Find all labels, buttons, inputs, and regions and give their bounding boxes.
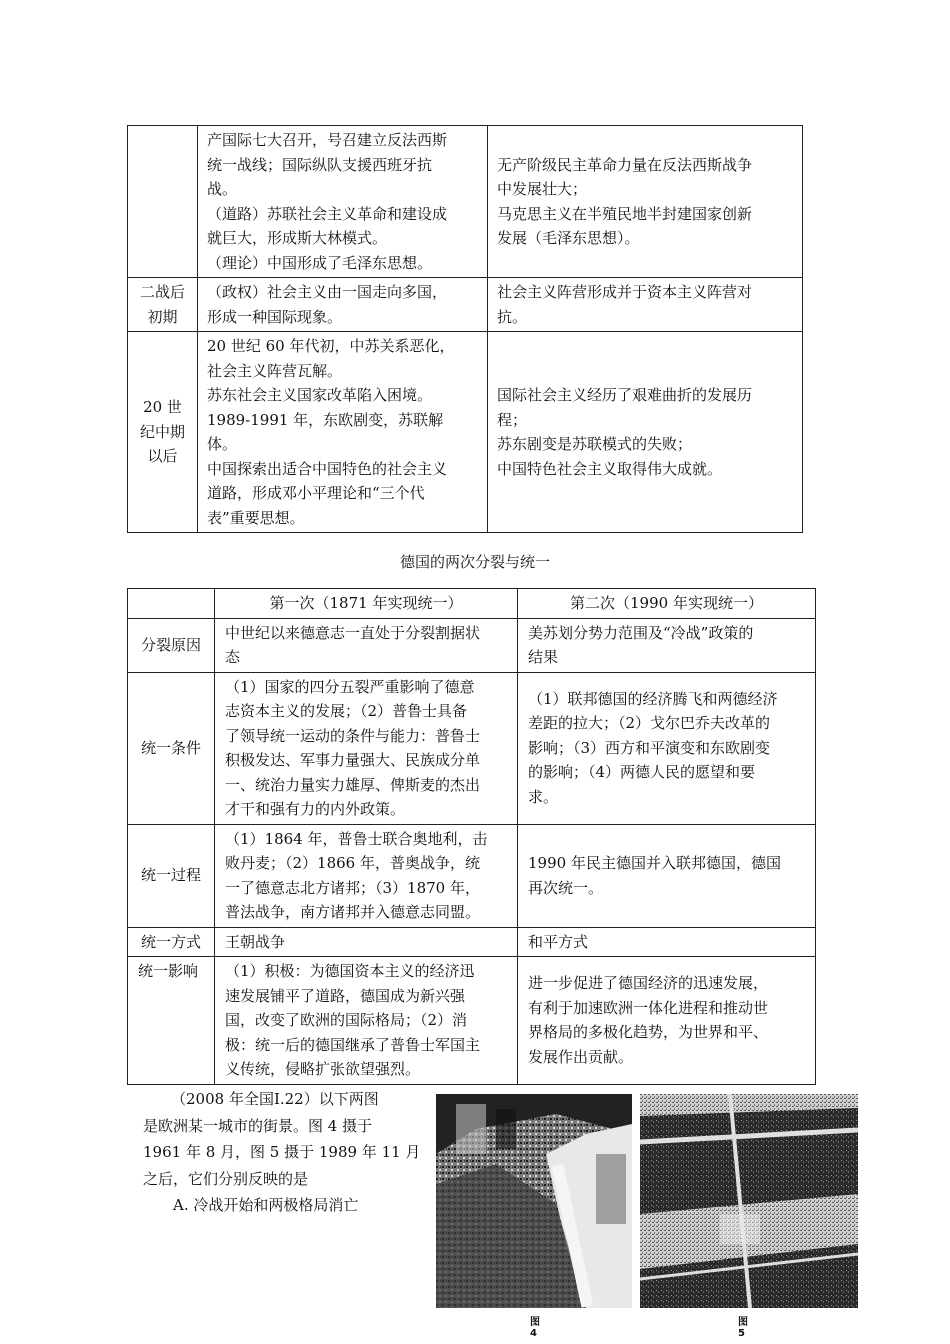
- cell-line: 中国特色社会主义取得伟大成就。: [497, 459, 723, 478]
- column-header: 第二次（1990 年实现统一）: [518, 589, 816, 619]
- question-line: 1961 年 8 月，图 5 摄于 1989 年 11 月: [143, 1143, 421, 1161]
- figure-4-label: 图4: [530, 1317, 540, 1339]
- period-cell: [128, 278, 198, 332]
- cell-line: 国，改变了欧洲的国际格局；（2）消: [225, 1011, 468, 1029]
- cell-line: 义传统，侵略扩张欲望强烈。: [225, 1060, 421, 1078]
- cell-line: 一、统治力量实力雄厚、俾斯麦的杰出: [225, 775, 481, 794]
- row-label: 统一影响: [128, 957, 215, 1085]
- exam-question: [143, 1086, 423, 1219]
- significance-cell: [488, 278, 803, 332]
- question-line: （2008 年全国Ⅰ.22）以下两图: [171, 1090, 379, 1108]
- cell-line: 界格局的多极化趋势，为世界和平、: [528, 1023, 769, 1042]
- cell-line: 了领导统一运动的条件与能力：普鲁士: [225, 726, 481, 745]
- cell-line: 求。: [528, 787, 559, 806]
- cell-line: 发展（毛泽东思想）。: [497, 229, 640, 247]
- cell-line: （道路）苏联社会主义革命和建设成: [207, 204, 448, 223]
- cell-line: （1）积极：为德国资本主义的经济迅: [225, 962, 475, 980]
- cell-line: 差距的拉大；（2）戈尔巴乔夫改革的: [528, 714, 771, 733]
- second-unification-cell: [518, 824, 816, 927]
- second-unification-cell: [518, 927, 816, 957]
- germany-table-caption: 德国的两次分裂与统一: [399, 553, 550, 571]
- cell-line: 20 世纪 60 年代初，中苏关系恶化，: [207, 337, 455, 355]
- wall-aerial-photo: [640, 1094, 858, 1308]
- cell-line: 社会主义阵营瓦解。: [207, 361, 343, 380]
- column-header: [128, 589, 215, 619]
- table-row: [128, 126, 803, 278]
- row-label: 统一过程: [128, 824, 215, 927]
- table-row: [128, 278, 803, 332]
- cell-line: 极：统一后的德国继承了普鲁士军国主: [225, 1035, 481, 1054]
- cell-line: 结果: [528, 648, 559, 666]
- cell-line: （1）国家的四分五裂严重影响了德意: [225, 677, 475, 696]
- cell-line: 才干和强有力的内外政策。: [225, 800, 406, 818]
- cell-line: 无产阶级民主革命力量在反法西斯战争: [497, 155, 753, 174]
- table-header-row: [128, 589, 816, 619]
- cell-line: 态: [225, 648, 241, 666]
- table-row: [128, 824, 816, 927]
- cell-line: 初期: [147, 307, 178, 326]
- significance-cell: [488, 126, 803, 278]
- cell-line: 战。: [207, 180, 238, 198]
- cell-line: 程；: [497, 410, 528, 429]
- cell-line: 1989-1991 年，东欧剧变，苏联解: [207, 410, 444, 429]
- first-unification-cell: [215, 824, 518, 927]
- row-label: 分裂原因: [128, 618, 215, 672]
- cell-line: 中世纪以来德意志一直处于分裂割据状: [225, 623, 481, 642]
- cell-line: 1990 年民主德国并入联邦德国，德国: [528, 854, 781, 872]
- cell-line: 形成一种国际现象。: [207, 307, 343, 326]
- second-unification-cell: [518, 672, 816, 824]
- events-cell: [198, 126, 488, 278]
- cell-line: 以后: [147, 447, 178, 466]
- socialism-development-table: [127, 125, 803, 533]
- cell-line: 美苏划分势力范围及“冷战”政策的: [528, 623, 754, 642]
- table-row: [128, 927, 816, 957]
- cell-line: （1）联邦德国的经济腾飞和两德经济: [528, 689, 778, 708]
- row-label: 统一条件: [128, 672, 215, 824]
- cell-line: 有利于加速欧洲一体化进程和推动世: [528, 998, 769, 1017]
- cell-line: 败丹麦；（2）1866 年，普奥战争，统: [225, 854, 480, 872]
- cell-line: （理论）中国形成了毛泽东思想。: [207, 253, 433, 272]
- cell-line: （政权）社会主义由一国走向多国，: [207, 283, 448, 301]
- cell-line: 的影响；（4）两德人民的愿望和要: [528, 763, 756, 782]
- cell-line: 就巨大，形成斯大林模式。: [207, 229, 388, 247]
- second-unification-cell: [518, 618, 816, 672]
- cell-line: 苏东社会主义国家改革陷入困境。: [207, 386, 433, 404]
- cell-line: 纪中期: [139, 422, 185, 441]
- first-unification-cell: [215, 957, 518, 1085]
- table-row: [128, 332, 803, 533]
- events-cell: [198, 278, 488, 332]
- second-unification-cell: [518, 957, 816, 1085]
- cell-line: 马克思主义在半殖民地半封建国家创新: [497, 204, 753, 223]
- cell-line: 一了德意志北方诸邦；（3）1870 年，: [225, 878, 480, 897]
- cell-line: 和平方式: [528, 932, 589, 951]
- cell-line: 发展作出贡献。: [528, 1047, 634, 1066]
- figure-5-label: 图5: [738, 1317, 748, 1339]
- cell-line: 志资本主义的发展；（2）普鲁士具备: [225, 702, 468, 720]
- cell-line: 再次统一。: [528, 878, 604, 897]
- cell-line: 积极发达、军事力量强大、民族成分单: [225, 751, 481, 769]
- row-label: 统一方式: [128, 927, 215, 957]
- germany-unification-table: [127, 588, 816, 1085]
- cell-line: 国际社会主义经历了艰难曲折的发展历: [497, 386, 753, 404]
- cell-line: 20 世: [143, 398, 182, 417]
- cell-line: 中国探索出适合中国特色的社会主义: [207, 459, 448, 478]
- first-unification-cell: [215, 672, 518, 824]
- events-cell: [198, 332, 488, 533]
- cell-line: 王朝战争: [225, 932, 286, 951]
- cell-line: 速发展铺平了道路，德国成为新兴强: [225, 986, 466, 1005]
- significance-cell: [488, 332, 803, 533]
- column-header: 第一次（1871 年实现统一）: [215, 589, 518, 619]
- period-cell: [128, 332, 198, 533]
- question-line: 之后，它们分别反映的是: [143, 1169, 309, 1188]
- street-crowd-wall-photo: [436, 1094, 632, 1308]
- first-unification-cell: [215, 618, 518, 672]
- question-option-a: A. 冷战开始和两极格局消亡: [173, 1196, 359, 1214]
- table-row: [128, 618, 816, 672]
- question-line: 是欧洲某一城市的街景。图 4 摄于: [143, 1116, 373, 1135]
- cell-line: 抗。: [497, 307, 528, 326]
- table-row: [128, 672, 816, 824]
- cell-line: 表”重要思想。: [207, 508, 305, 527]
- cell-line: 普法战争，南方诸邦并入德意志同盟。: [225, 903, 481, 921]
- period-cell: [128, 126, 198, 278]
- cell-line: 影响；（3）西方和平演变和东欧剧变: [528, 738, 771, 757]
- cell-line: 产国际七大召开，号召建立反法西斯: [207, 131, 448, 149]
- cell-line: 中发展壮大；: [497, 180, 588, 198]
- cell-line: 道路，形成邓小平理论和“三个代: [207, 484, 425, 502]
- table-row: [128, 957, 816, 1085]
- cell-line: 体。: [207, 435, 238, 453]
- cell-line: 进一步促进了德国经济的迅速发展，: [528, 974, 769, 993]
- cell-line: 社会主义阵营形成并于资本主义阵营对: [497, 283, 753, 301]
- cell-line: 二战后: [139, 283, 185, 301]
- first-unification-cell: [215, 927, 518, 957]
- cell-line: （1）1864 年，普鲁士联合奥地利，击: [225, 829, 488, 848]
- cell-line: 苏东剧变是苏联模式的失败；: [497, 435, 693, 453]
- cell-line: 统一战线；国际纵队支援西班牙抗: [207, 155, 433, 174]
